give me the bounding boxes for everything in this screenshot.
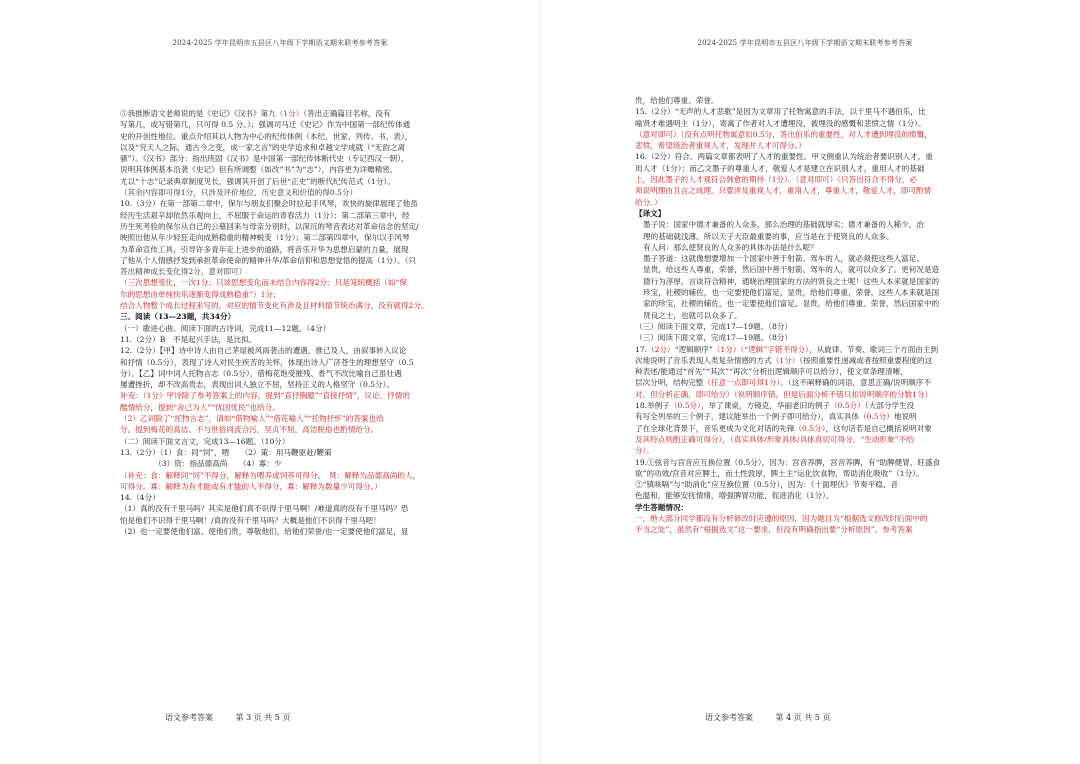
text-line: 分）。【乙】词中词人托物言志（0.5分），借梅花饱受摧残、香气不改比喻自己虽壮遇: [120, 368, 402, 378]
text-line: 分，提到梅花的高洁、不与世俗同流合污，坚贞不屈，高洁脱俗也酌情给分。: [120, 425, 379, 435]
page-footer: [165, 712, 310, 723]
footer-page-number: 第 3 页 共 5 页: [235, 713, 291, 722]
text-line: （一）歌进心曲。阅读下面的古诗词，完成11—12题。（4分）: [120, 323, 331, 333]
text-line: 了他从个人情感抒发到承担革命使命的精神升华/革命信仰和思想觉悟的提高（1分）。（只: [120, 255, 416, 265]
text-line: 种表述/能通过“首先”“其次”“再次”分析出逻辑顺序可以给分），使文章条理清晰，: [635, 367, 908, 377]
text-line: （意对即可）（没有点明托物寓意扣0.5分，答出伯乐的重要性，对人才遭到埋没的愤慨，: [635, 129, 932, 139]
footer-subject: 语文参考答案: [165, 713, 213, 722]
text-line: ②“镇咳嗝”与“助消化”应互换位置（0.5分），因为：《十面埋伏》节奏平稳、音: [635, 480, 899, 490]
text-line: 有人问：那么使贤良的人众多的具体办法是什么呢？: [643, 242, 818, 252]
text-line: 酷情给分，提到“舍己为人”“忧国忧民”也给分。: [120, 402, 280, 412]
text-line: 可得分。寡：解释为有才能或有才能的人不得分，寡：解释为数量少可得分。）: [120, 481, 382, 491]
text-line: 有写全列举的三个例子，建议能举出一个例子即可给分），真实具体（0.5分）地说明: [635, 412, 917, 422]
text-line: 屡遭挫折，却不改高贵志，表现出词人独立不屈，坚持正义的人格坚守（0.5分）。: [120, 380, 395, 390]
text-line: 补充：（1分）甲诗除了参考答案上的内容，提到“直抒胸臆”“直接抒情”，议论、抒情的: [120, 391, 410, 401]
text-line: 【译文】: [635, 208, 666, 218]
text-line: 说明其体例基本沿袭《史记》但有所调整（如改“书”为“志”），内容更为详赡精密，: [120, 165, 398, 175]
text-line: 了在全球化背景下，音乐更成为文化对话的先锋（0.5分），这句话若是自己概括说明对象: [635, 423, 932, 433]
page-3: [20, 0, 540, 764]
text-line: 及其特点则酌正确可得分），（真实具体/形象具体/具体真切可得分，“生动形象”不给: [635, 434, 914, 444]
text-line: 珍宝，社稷的辅佐，也一定要使他们富足、显贵，给他们尊重，荣誉，这些人本来就是国: [643, 288, 940, 298]
text-line: 18.举例子（0.5分），举了课桌，方镜克，华丽老旧的例子（0.5分）（大部分学生没: [635, 401, 915, 411]
footer-subject: 语文参考答案: [705, 713, 753, 722]
text-line: 贤良之士，也就可以众多了。: [643, 310, 742, 320]
text-line: 贵，给他们尊重、荣誉。: [635, 96, 719, 105]
text-line: （三）阅读下面文章，完成17—19题。（8分）: [635, 333, 793, 343]
text-line: 怕是他们不识得千里马啊！/真的没有千里马吗？大概是他们不识得千里马吧！: [120, 515, 381, 525]
text-line: （三）阅读下面文章，完成17—19题。（8分）: [635, 321, 793, 331]
text-line: 16.（2分）符合。两篇文章都表明了人才的重要性。甲文侧重认为统治者要识别人才，重: [635, 152, 933, 162]
text-line: 用人才（1分）；而乙文墨子的尊重人才，敬爱人才是建立在识别人才，重用人才的基础: [635, 163, 925, 173]
text-line: 历生死考验的保尔从自己的公墓回来与母亲分别时，以深沉的琴音表达对革命信念的坚定/: [120, 221, 419, 231]
text-line: 写第几，或写错第几，只可得 0.5 分。）；强调司马迁《史记》作为中国第一部纪传体通: [120, 120, 411, 130]
text-line: 三、阅读（13—23题，共34分）: [120, 312, 236, 322]
text-line: （3）资：指品德高尚 （4）寡：少: [120, 459, 282, 469]
text-line: ⑤我推断语文老师说的是《史记》《汉书》第九（1分）（答出正确篇目名称，没有: [120, 109, 391, 118]
text-line: 上，因此墨子的人才观符合韩愈的期待（1分）。（意对即可）（只答出符合不得分，必: [635, 175, 917, 185]
text-line: 结合人物整个成长过程来写的，对应的情节变化有涉及且材料情节统治满分，没有就得2分。: [120, 301, 429, 311]
text-line: 喻贤才难遇明主（1分），寄寓了作者对人才遭埋没，被埋没的感慨和悲愤之情（1分）。: [635, 118, 926, 128]
text-line: 11.（2分）B 不是起兴手法，是比拟。: [120, 334, 257, 344]
text-line: 17.（2分）“逻辑顺序”（1分）（“逻辑”字错不得分），从旋律、节奏、歌词三个方面由主到: [635, 344, 939, 354]
page-body: [635, 95, 1013, 536]
text-line: （三次思想变化，一次1分；只谈思想变化而未结合内容得2分；只是笼统概括（如“保: [120, 278, 407, 288]
footer-page-number: 第 4 页 共 5 页: [775, 713, 831, 722]
text-line: 19.①弦音与宫音应互换位置（0.5分），因为：宫音养脾，宫音养脾，有“助脾健胃，旺盛食: [635, 457, 941, 467]
text-line: （2）也一定要使他们富、使他们贵，尊敬他们，给他们荣誉/也一定要使他们富足，显: [120, 526, 409, 536]
text-line: （1）真的没有千里马吗？其实是他们真不识得千里马啊！/难道真的没有千里马吗？恐: [120, 504, 409, 514]
text-line: 欲”的功效/宫音对应脾土，而土性敦厚，脾土主“运化饮食物，帮助消化吸收”（1分）。: [635, 468, 924, 478]
text-line: 悲愤，希望统治者重视人才，发现并人才可得分。）: [635, 141, 806, 151]
text-line: 分）。: [635, 446, 654, 456]
text-line: 尤以“十志”记录典章制度见长，强调其开创了后世“正史”的断代纪传范式（1分）。: [120, 176, 395, 186]
text-line: 12.（2分）【甲】诗中诗人由自己茅屋被风雨袭击的遭遇，推己及人，由叙事转入议论: [120, 346, 407, 356]
text-line: 给分。）: [635, 197, 662, 207]
text-line: 理的基础就浅薄。所以天子大臣最重要的事，应当是在于使贤良的人众多。: [643, 231, 894, 241]
text-line: （2）乙词除了“托物言志”，请如“借物喻人”“借花喻人”“托物抒怀”的答案也给: [120, 414, 384, 424]
text-line: 14.（4分）: [120, 493, 160, 503]
text-line: 德行为淳厚，言谈符合精神，通晓治理国家的方法的贤良之士呢！这些人本来就是国家的: [643, 276, 940, 286]
text-line: 学生答题情况：: [635, 502, 689, 512]
text-line: 15.（2分）“无声的人才悲歌”是因为文章用了托物寓意的手法，以千里马不遇伯乐，比: [635, 107, 926, 117]
text-line: （二）阅读下面文言文，完成13—16题。（10分）: [120, 436, 290, 446]
text-line: 答出精神成长变化得2分，意对即可）: [120, 267, 247, 277]
text-line: 一，绝大部分同学都没有分析修改时应遵的原因，因为题目为“根据选文修改时后面中的: [635, 513, 928, 523]
text-line: 骚”）。《汉书》部分：指出班固《汉书》是中国第一部纪传体断代史（专记西汉一朝），: [120, 154, 409, 164]
text-line: 家的珍宝，社稷的辅佐，也一定要使他们富足、显贵，给他们尊重、荣誉，然后国家中的: [643, 299, 940, 309]
text-line: 色温和，能够安抚情绪，增强脾胃功能，促进消化（1分）。: [635, 491, 834, 501]
page-4: [545, 0, 1065, 764]
text-line: 层次分明，结构完整（任意一点即可得1分）。（这不阐释确的词语，意思正确/说明顺序不: [635, 378, 931, 388]
text-line: 为革命宣传工具，引导许多青年走上进步的道路，将音乐升华为思想启蒙的力量，展现: [120, 244, 409, 254]
text-line: 对，但分析正确，即可给分）（说明顺序错，但是后面分析不错只扣说明顺序的分数1分）: [635, 389, 933, 399]
text-line: 尔的思想由单纯快乐逐渐变得成熟稳重”）1分；: [120, 289, 281, 299]
text-line: 和抒情（0.5分），表现了诗人对民生疾苦的关怀，体现出诗人广济苍生的理想坚守（0.5: [120, 357, 414, 367]
text-line: 不当之处”，虽然有“根据选文”这一要求，但没有明确指出要“分析原因”，参考答案: [635, 525, 913, 535]
page-footer: [705, 712, 850, 723]
text-line: 经历生活艰辛却依然乐观向上，不屈服于命运的青春活力（1分）；第二部第三章中，经: [120, 210, 410, 220]
page-header: 2024-2025 学年昆明市五县区八年级下学期语文期末联考参考答案: [697, 39, 913, 47]
text-line: 墨子答道：这就像想要增加一个国家中善于射箭、驾车的人，就必须使这些人富足、: [643, 254, 924, 264]
page-divider: [540, 0, 541, 764]
text-line: 史的开创性地位。重点介绍其以人物为中心的纪传体例（本纪、世家、列传、书、表），: [120, 131, 413, 141]
text-line: 10.（3分）在第一部第二章中，保尔与朋友们聚会时拉起手风琴，欢快的旋律展现了他虽: [120, 199, 418, 209]
text-line: （其余内容即可得1分，只涉及评价地位、历史意义和价值的得0.5分）: [120, 188, 358, 198]
text-line: 次地说明了音乐表现人类复杂情感的方式（1分）（按照重要性递减或者按照重要程度的这: [635, 355, 933, 365]
text-line: 13.（2分）（1）食：同“饲”，喂 （2）策：用马鞭驱赶/鞭策: [120, 447, 332, 457]
text-line: 显贵，给这些人尊重，荣誉，然后国中善于射箭、驾车的人，就可以众多了。更何况是造: [643, 265, 940, 275]
text-line: （补充：食：解释同“饲”不得分，解释为喂养或饲养可得分。 贤：解释为品德高尚的人，: [120, 470, 421, 480]
page-header: 2024-2025 学年昆明市五县区八年级下学期语文期末联考参考答案: [172, 39, 388, 47]
text-line: 映照出他从年少轻狂走向成熟稳重的精神蜕变（1分）；第二部第四章中，保尔以手风琴: [120, 233, 410, 243]
page-body: [120, 108, 480, 537]
text-line: 须说明理由且言之成理，只要涉及重视人才，重用人才，尊重人才，敬爱人才，即可酌情: [635, 186, 932, 196]
text-line: 墨子说：国家中德才兼备的人众多，那么治理的基础就厚实；德才兼备的人稀少，治: [643, 220, 924, 230]
text-line: 以及“究天人之际，通古今之变，成一家之言”的史学追求和卓越文学成就（“无韵之离: [120, 142, 406, 152]
